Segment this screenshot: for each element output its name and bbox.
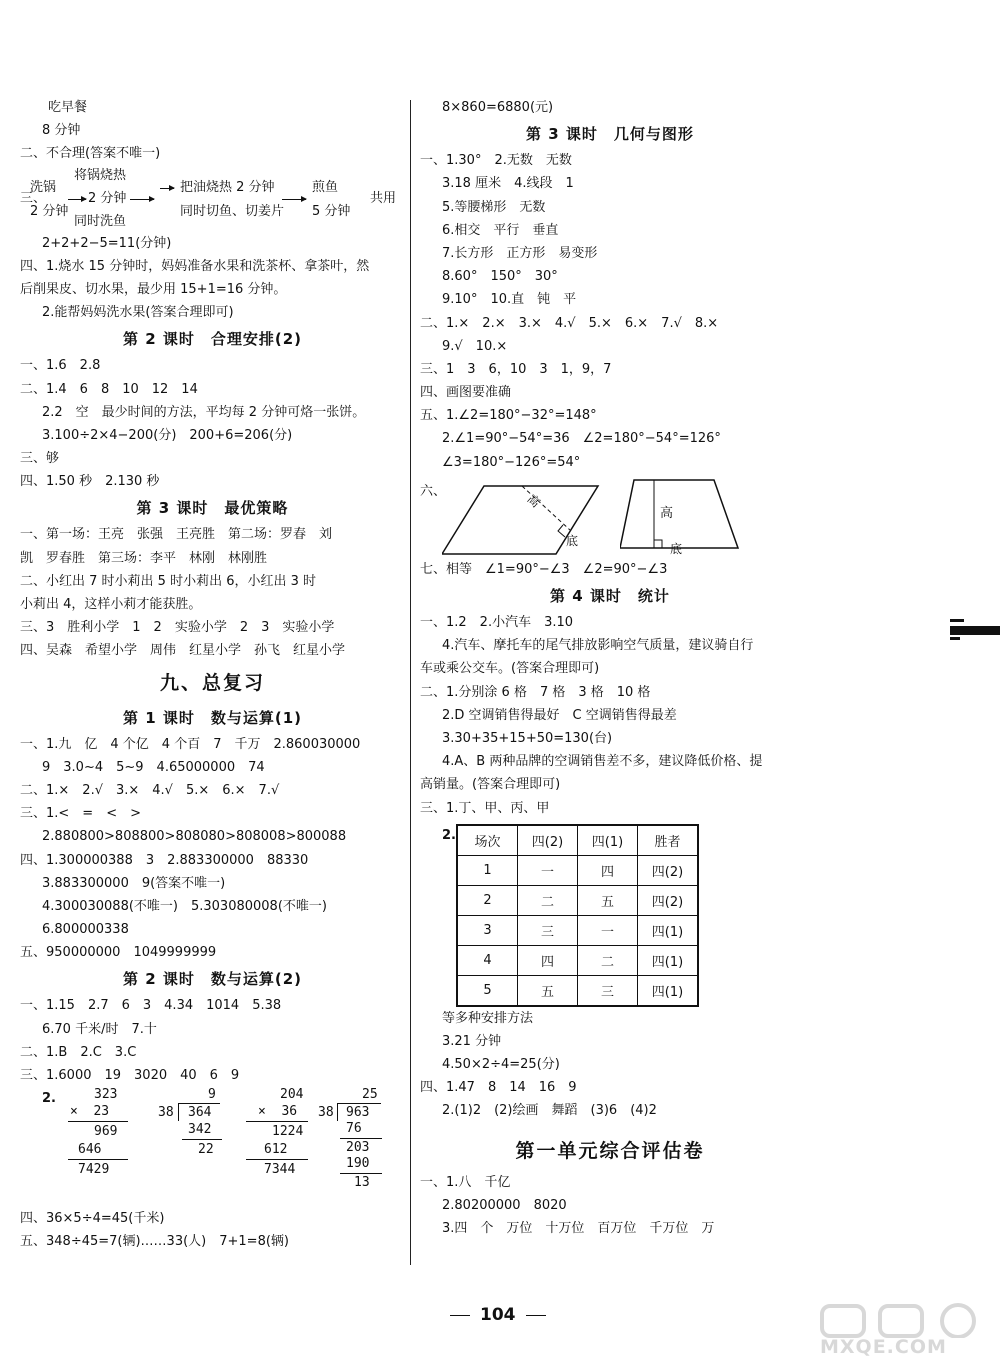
text-line: 三、1.丁、甲、丙、甲	[420, 800, 550, 816]
unit-heading: 第一单元综合评估卷	[515, 1139, 705, 1162]
calc-line: 364	[188, 1105, 212, 1121]
table-header: 胜者	[638, 825, 699, 856]
text-line: 7.长方形 正方形 易变形	[442, 245, 598, 261]
calc-line: × 36	[258, 1104, 298, 1120]
text-line: 二、小红出 7 时小莉出 5 时小莉出 6，小红出 3 时	[20, 573, 317, 589]
table-header: 四(2)	[518, 825, 578, 856]
text-line: 5.等腰梯形 无数	[442, 199, 546, 215]
column-divider	[410, 100, 411, 1265]
text-line: 四、1.47 8 14 16 9	[420, 1080, 577, 1096]
cooking-flow-diagram	[20, 166, 405, 232]
section-heading: 第 1 课时 数与运算(1)	[122, 708, 303, 727]
calc-rule	[337, 1103, 381, 1104]
table-cell: 4	[457, 945, 518, 975]
flow-step-b-time: 2 分钟	[88, 190, 127, 206]
table-cell: 3	[457, 915, 518, 945]
calc-bracket	[178, 1103, 179, 1121]
parallelogram-figure	[442, 482, 602, 562]
text-line: 6.800000338	[42, 922, 129, 938]
text-line: 一、1.八 千亿	[420, 1174, 511, 1190]
text-line: 二、1.4 6 8 10 12 14	[20, 381, 198, 397]
table-header: 场次	[457, 825, 518, 856]
table-cell: 四(2)	[638, 885, 699, 915]
text-line: 2.2 空 最少时间的方法，平均每 2 分钟可烙一张饼。	[42, 404, 366, 420]
calc-rule	[340, 1138, 382, 1139]
calc-line: 1224	[272, 1124, 304, 1140]
text-line: 二、不合理(答案不唯一)	[20, 146, 161, 162]
text-line: 四、吴森 希望小学 周伟 红星小学 孙飞 红星小学	[20, 643, 346, 659]
calc-line: 76	[346, 1121, 362, 1137]
trapezoid-base-label: 底	[670, 541, 683, 556]
text-line: 一、第一场：王亮 张强 王亮胜 第二场：罗春 刘	[20, 527, 333, 543]
calc-line: × 23	[70, 1104, 110, 1120]
table-row	[457, 855, 698, 885]
calc-line: 38	[158, 1105, 174, 1121]
text-line: 三、3 胜利小学 1 2 实验小学 2 3 实验小学	[20, 620, 335, 636]
flow-step-a-time: 2 分钟	[30, 203, 69, 219]
table-row	[457, 975, 698, 1006]
table-cell: 四	[578, 855, 638, 885]
table-cell: 5	[457, 975, 518, 1006]
text-line: 四、1.300000388 3 2.883300000 88330	[20, 852, 309, 868]
text-line: 9 3.0~4 5~9 4.65000000 74	[42, 759, 265, 775]
text-line: 四、1.50 秒 2.130 秒	[20, 474, 160, 490]
text-line: 3.100÷2×4−200(分) 200+6=206(分)	[42, 427, 293, 443]
text-line: 2.(1)2 (2)绘画 舞蹈 (3)6 (4)2	[442, 1103, 657, 1119]
text-line: 8×860=6880(元)	[442, 100, 554, 115]
watermark-logo	[818, 1302, 988, 1358]
text-line: 4.汽车、摩托车的尾气排放影响空气质量，建议骑自行	[442, 638, 754, 654]
text-line: 2.880800>808800>808080>808008>800088	[42, 829, 347, 845]
table-cell: 2	[457, 885, 518, 915]
table-cell: 1	[457, 855, 518, 885]
calc-line: 646	[78, 1142, 102, 1158]
table-cell: 四	[518, 945, 578, 975]
section-heading: 第 3 课时 最优策略	[136, 499, 289, 518]
flow-step-c-sub: 同时切鱼、切姜片	[180, 203, 285, 219]
page-number: 104	[440, 1305, 556, 1325]
text-line: 4.A、B 两种品牌的空调销售差不多，建议降低价格、提	[442, 754, 763, 770]
calc-bracket	[337, 1103, 338, 1121]
calc-line: 323	[94, 1087, 118, 1103]
left-column	[20, 96, 405, 1254]
table-row	[457, 885, 698, 915]
table-cell: 一	[518, 855, 578, 885]
text-line: 三、1.6000 19 3020 40 6 9	[20, 1068, 240, 1083]
calc-line: 969	[94, 1124, 118, 1140]
flow-step-b-sub: 同时洗鱼	[74, 213, 127, 229]
calc-line: 190	[346, 1156, 370, 1172]
text-line: 五、348÷45=7(辆)……33(人) 7+1=8(辆)	[20, 1234, 289, 1250]
calc-line: 963	[346, 1105, 370, 1121]
text-line: 2.80200000 8020	[442, 1197, 567, 1213]
text-line: 3.18 厘米 4.线段 1	[442, 176, 574, 192]
text-line: 一、1.6 2.8	[20, 358, 101, 374]
text-line: 四、1.烧水 15 分钟时，妈妈准备水果和洗茶杯、拿茶叶，然	[20, 258, 370, 274]
text-line: 6.70 千米/时 7.十	[42, 1021, 157, 1037]
calc-line: 204	[280, 1087, 304, 1103]
text-line: 2.D 空调销售得最好 C 空调销售得最差	[442, 707, 677, 723]
text-line: 等多种安排方法	[442, 1010, 534, 1026]
calc-label: 2.	[42, 1091, 56, 1107]
text-line: 3.21 分钟	[442, 1033, 502, 1049]
table-header: 四(1)	[578, 825, 638, 856]
text-line: 四、画图要准确	[420, 385, 512, 401]
trapezoid-height-label: 高	[660, 505, 674, 521]
section-heading: 第 2 课时 合理安排(2)	[122, 330, 303, 349]
text-line: 一、1.30° 2.无数 无数	[420, 153, 572, 169]
table-header-row	[457, 825, 698, 856]
table-cell: 五	[578, 885, 638, 915]
text-line: 一、1.2 2.小汽车 3.10	[420, 615, 574, 630]
right-column	[420, 96, 800, 1240]
text-line: 4.300030088(不唯一) 5.303080008(不唯一)	[42, 898, 327, 914]
text-line: 二、1.× 2.√ 3.× 4.√ 5.× 6.× 7.√	[20, 782, 280, 798]
text-line: 二、1.分别涂 6 格 7 格 3 格 10 格	[420, 684, 651, 700]
text-line: 二、1.B 2.C 3.C	[20, 1044, 137, 1060]
parallelogram-base-label: 底	[566, 533, 579, 548]
flow-total: 共用	[370, 190, 397, 206]
text-line: 小莉出 4，这样小莉才能获胜。	[20, 597, 202, 612]
calc-line: 7429	[78, 1162, 110, 1178]
text-line: 2+2+2−5=11(分钟)	[42, 235, 172, 251]
text-line: 6.相交 平行 垂直	[442, 222, 559, 238]
match-table	[456, 824, 699, 1007]
text-line: 3.30+35+15+50=130(台)	[442, 730, 613, 746]
calc-line: 612	[264, 1142, 288, 1158]
flow-step-d-time: 5 分钟	[312, 203, 351, 219]
arrow-icon	[68, 199, 86, 200]
unit-heading: 九、总复习	[159, 671, 265, 694]
flow-step-a: 洗锅	[30, 179, 57, 195]
flow-step-c: 把油烧热 2 分钟	[180, 179, 275, 195]
table-cell: 三	[578, 975, 638, 1006]
calc-line: 9	[208, 1087, 216, 1103]
table-cell: 二	[518, 885, 578, 915]
table-cell: 二	[578, 945, 638, 975]
arrow-icon	[160, 188, 174, 189]
match-schedule	[420, 824, 800, 1007]
text-line: 凯 罗春胜 第三场：李平 林刚 林刚胜	[20, 550, 268, 566]
flow-step-d: 煎鱼	[312, 179, 339, 195]
section-heading: 第 4 课时 统计	[550, 587, 670, 605]
text-line: 2.∠1=90°−54°=36 ∠2=180°−54°=126°	[442, 431, 721, 447]
calc-rule	[68, 1159, 128, 1160]
text-line: 三、1.< = < >	[20, 806, 141, 822]
text-line: 9.√ 10.×	[442, 338, 508, 354]
arrow-icon	[130, 199, 154, 200]
calc-line: 203	[346, 1140, 370, 1156]
text-line: 吃早餐	[48, 100, 88, 115]
section-heading: 第 2 课时 数与运算(2)	[122, 970, 303, 989]
text-line: 8.60° 150° 30°	[442, 269, 558, 285]
calc-line: 342	[188, 1122, 212, 1138]
calc-rule	[178, 1103, 220, 1104]
text-line: 9.10° 10.直 钝 平	[442, 292, 577, 308]
calc-rule	[182, 1139, 222, 1140]
table-row	[457, 915, 698, 945]
text-line: 8 分钟	[42, 123, 81, 139]
table-cell: 五	[518, 975, 578, 1006]
section-heading: 第 3 课时 几何与图形	[526, 125, 694, 144]
calc-line: 38	[318, 1105, 334, 1121]
watermark-text: MXQE.COM	[820, 1336, 947, 1358]
table-cell: 四(1)	[638, 945, 699, 975]
table-cell: 三	[518, 915, 578, 945]
calc-rule	[246, 1121, 308, 1122]
table-label: 2.	[442, 827, 456, 843]
table-cell: 一	[578, 915, 638, 945]
table-row	[457, 945, 698, 975]
text-line: 五、1.∠2=180°−32°=148°	[420, 408, 597, 424]
text-line: 高销量。(答案合理即可)	[420, 777, 561, 793]
edge-tab-mark	[948, 617, 1000, 643]
calc-line: 7344	[264, 1162, 296, 1178]
table-cell: 四(2)	[638, 855, 699, 885]
text-line: 后削果皮、切水果，最少用 15+1=16 分钟。	[20, 281, 287, 297]
figure-prefix: 六、	[420, 483, 447, 499]
calc-rule	[246, 1159, 308, 1160]
calc-rule	[340, 1173, 382, 1174]
calc-line: 13	[354, 1175, 370, 1191]
calc-rule	[68, 1121, 128, 1122]
arrow-icon	[282, 199, 306, 200]
parallelogram-height-label: 高	[524, 491, 543, 510]
trapezoid-figure	[620, 478, 750, 558]
text-line: 4.50×2÷4=25(分)	[442, 1057, 560, 1073]
vertical-calculations	[20, 1087, 405, 1207]
calc-line: 25	[362, 1087, 378, 1103]
geometry-figures	[420, 474, 800, 558]
text-line: 2.能帮妈妈洗水果(答案合理即可)	[42, 305, 234, 321]
text-line: 三、1 3 6，10 3 1，9，7	[420, 361, 612, 377]
calc-line: 22	[198, 1142, 214, 1158]
flow-step-b: 将锅烧热	[74, 167, 127, 183]
text-line: 三、够	[20, 451, 60, 467]
text-line: 车或乘公交车。(答案合理即可)	[420, 661, 600, 677]
text-line: 五、950000000 1049999999	[20, 945, 217, 961]
text-line: 3.四 个 万位 十万位 百万位 千万位 万	[442, 1221, 715, 1236]
text-line: 一、1.15 2.7 6 3 4.34 1014 5.38	[20, 998, 282, 1014]
text-line: 七、相等 ∠1=90°−∠3 ∠2=90°−∠3	[420, 561, 668, 577]
watermark-icon	[818, 1302, 988, 1338]
flow-prefix: 三、	[20, 190, 47, 206]
table-cell: 四(1)	[638, 915, 699, 945]
text-line: 一、1.九 亿 4 个亿 4 个百 7 千万 2.860030000	[20, 736, 361, 752]
text-line: ∠3=180°−126°=54°	[442, 454, 581, 470]
text-line: 3.883300000 9(答案不唯一)	[42, 875, 226, 891]
text-line: 四、36×5÷4=45(千米)	[20, 1211, 165, 1227]
table-cell: 四(1)	[638, 975, 699, 1006]
text-line: 二、1.× 2.× 3.× 4.√ 5.× 6.× 7.√ 8.×	[420, 315, 719, 331]
